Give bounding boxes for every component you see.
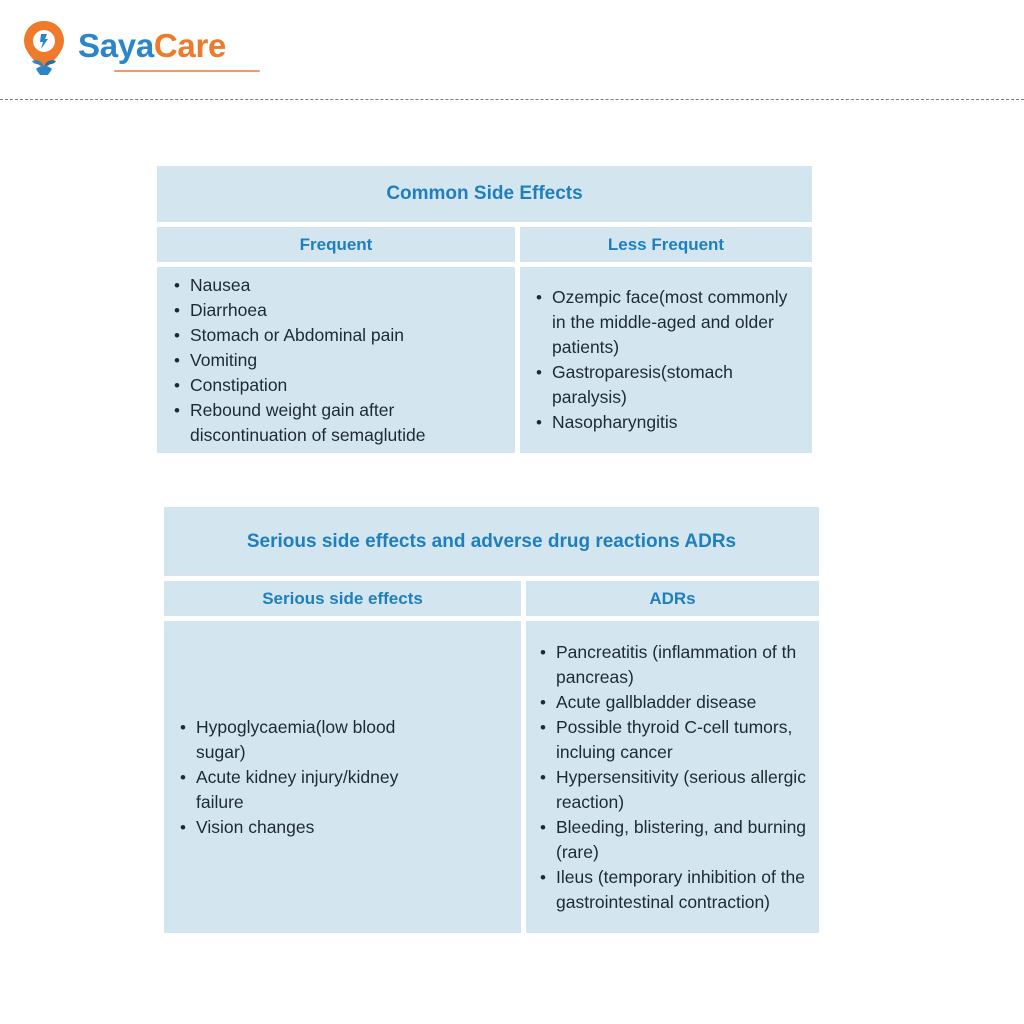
serious-side-effects-title <box>164 507 819 576</box>
list-item: • Nasopharyngitis <box>522 410 792 435</box>
list-item: • Acute kidney injury/kidney failure <box>166 765 436 815</box>
adrs-list <box>526 640 816 915</box>
list-item: • Bleeding, blistering, and burning (rare) <box>526 815 816 865</box>
list-item: • Vomiting <box>160 348 490 373</box>
list-item: • Hypersensitivity (serious allergic reaction) <box>526 765 816 815</box>
brand-underline <box>114 70 260 72</box>
common-less-frequent-list <box>520 285 792 435</box>
serious-col2-header <box>526 581 819 616</box>
list-item: • Diarrhoea <box>160 298 490 323</box>
common-col1-cell <box>157 267 515 453</box>
serious-title-text: Serious side effects and adverse drug reactions ADRs <box>246 530 737 552</box>
serious-side-effects-list <box>164 715 436 840</box>
serious-col2-cell <box>526 621 819 933</box>
list-item: • Gastroparesis(stomach paralysis) <box>522 360 792 410</box>
list-item: • Hypoglycaemia(low blood sugar) <box>166 715 436 765</box>
brand-name <box>78 27 226 65</box>
list-item: • Acute gallbladder disease <box>526 690 816 715</box>
serious-col1-cell <box>164 621 521 933</box>
list-item: • Ozempic face(most commonly in the middle-aged and older patients) <box>522 285 792 360</box>
list-item: • Stomach or Abdominal pain <box>160 323 490 348</box>
brand-name-part1: Saya <box>78 27 154 64</box>
list-item: • Ileus (temporary inhibition of the gastrointestinal contraction) <box>526 865 816 915</box>
common-frequent-list <box>157 273 490 448</box>
serious-col2-header-text: ADRs <box>649 588 696 608</box>
serious-col1-header <box>164 581 521 616</box>
list-item: • Vision changes <box>166 815 436 840</box>
common-col1-header-text: Frequent <box>299 234 373 254</box>
list-item: • Nausea <box>160 273 490 298</box>
serious-col1-header-text: Serious side effects <box>262 588 423 608</box>
list-item: • Pancreatitis (inflammation of th pancreas) <box>526 640 816 690</box>
list-item: • Possible thyroid C-cell tumors, incluing cancer <box>526 715 816 765</box>
header-divider <box>0 99 1024 100</box>
common-title-text: Common Side Effects <box>386 183 583 204</box>
brand-logo[interactable] <box>22 18 226 78</box>
list-item: • Rebound weight gain after discontinuation of semaglutide <box>160 398 490 448</box>
common-side-effects-title <box>157 166 812 222</box>
brand-name-part2: Care <box>153 27 227 64</box>
common-col2-cell <box>520 267 812 453</box>
common-col2-header-text: Less Frequent <box>607 234 725 254</box>
list-item: • Constipation <box>160 373 490 398</box>
common-col2-header <box>520 227 812 262</box>
common-col1-header <box>157 227 515 262</box>
location-pin-leaf-icon <box>22 19 66 77</box>
